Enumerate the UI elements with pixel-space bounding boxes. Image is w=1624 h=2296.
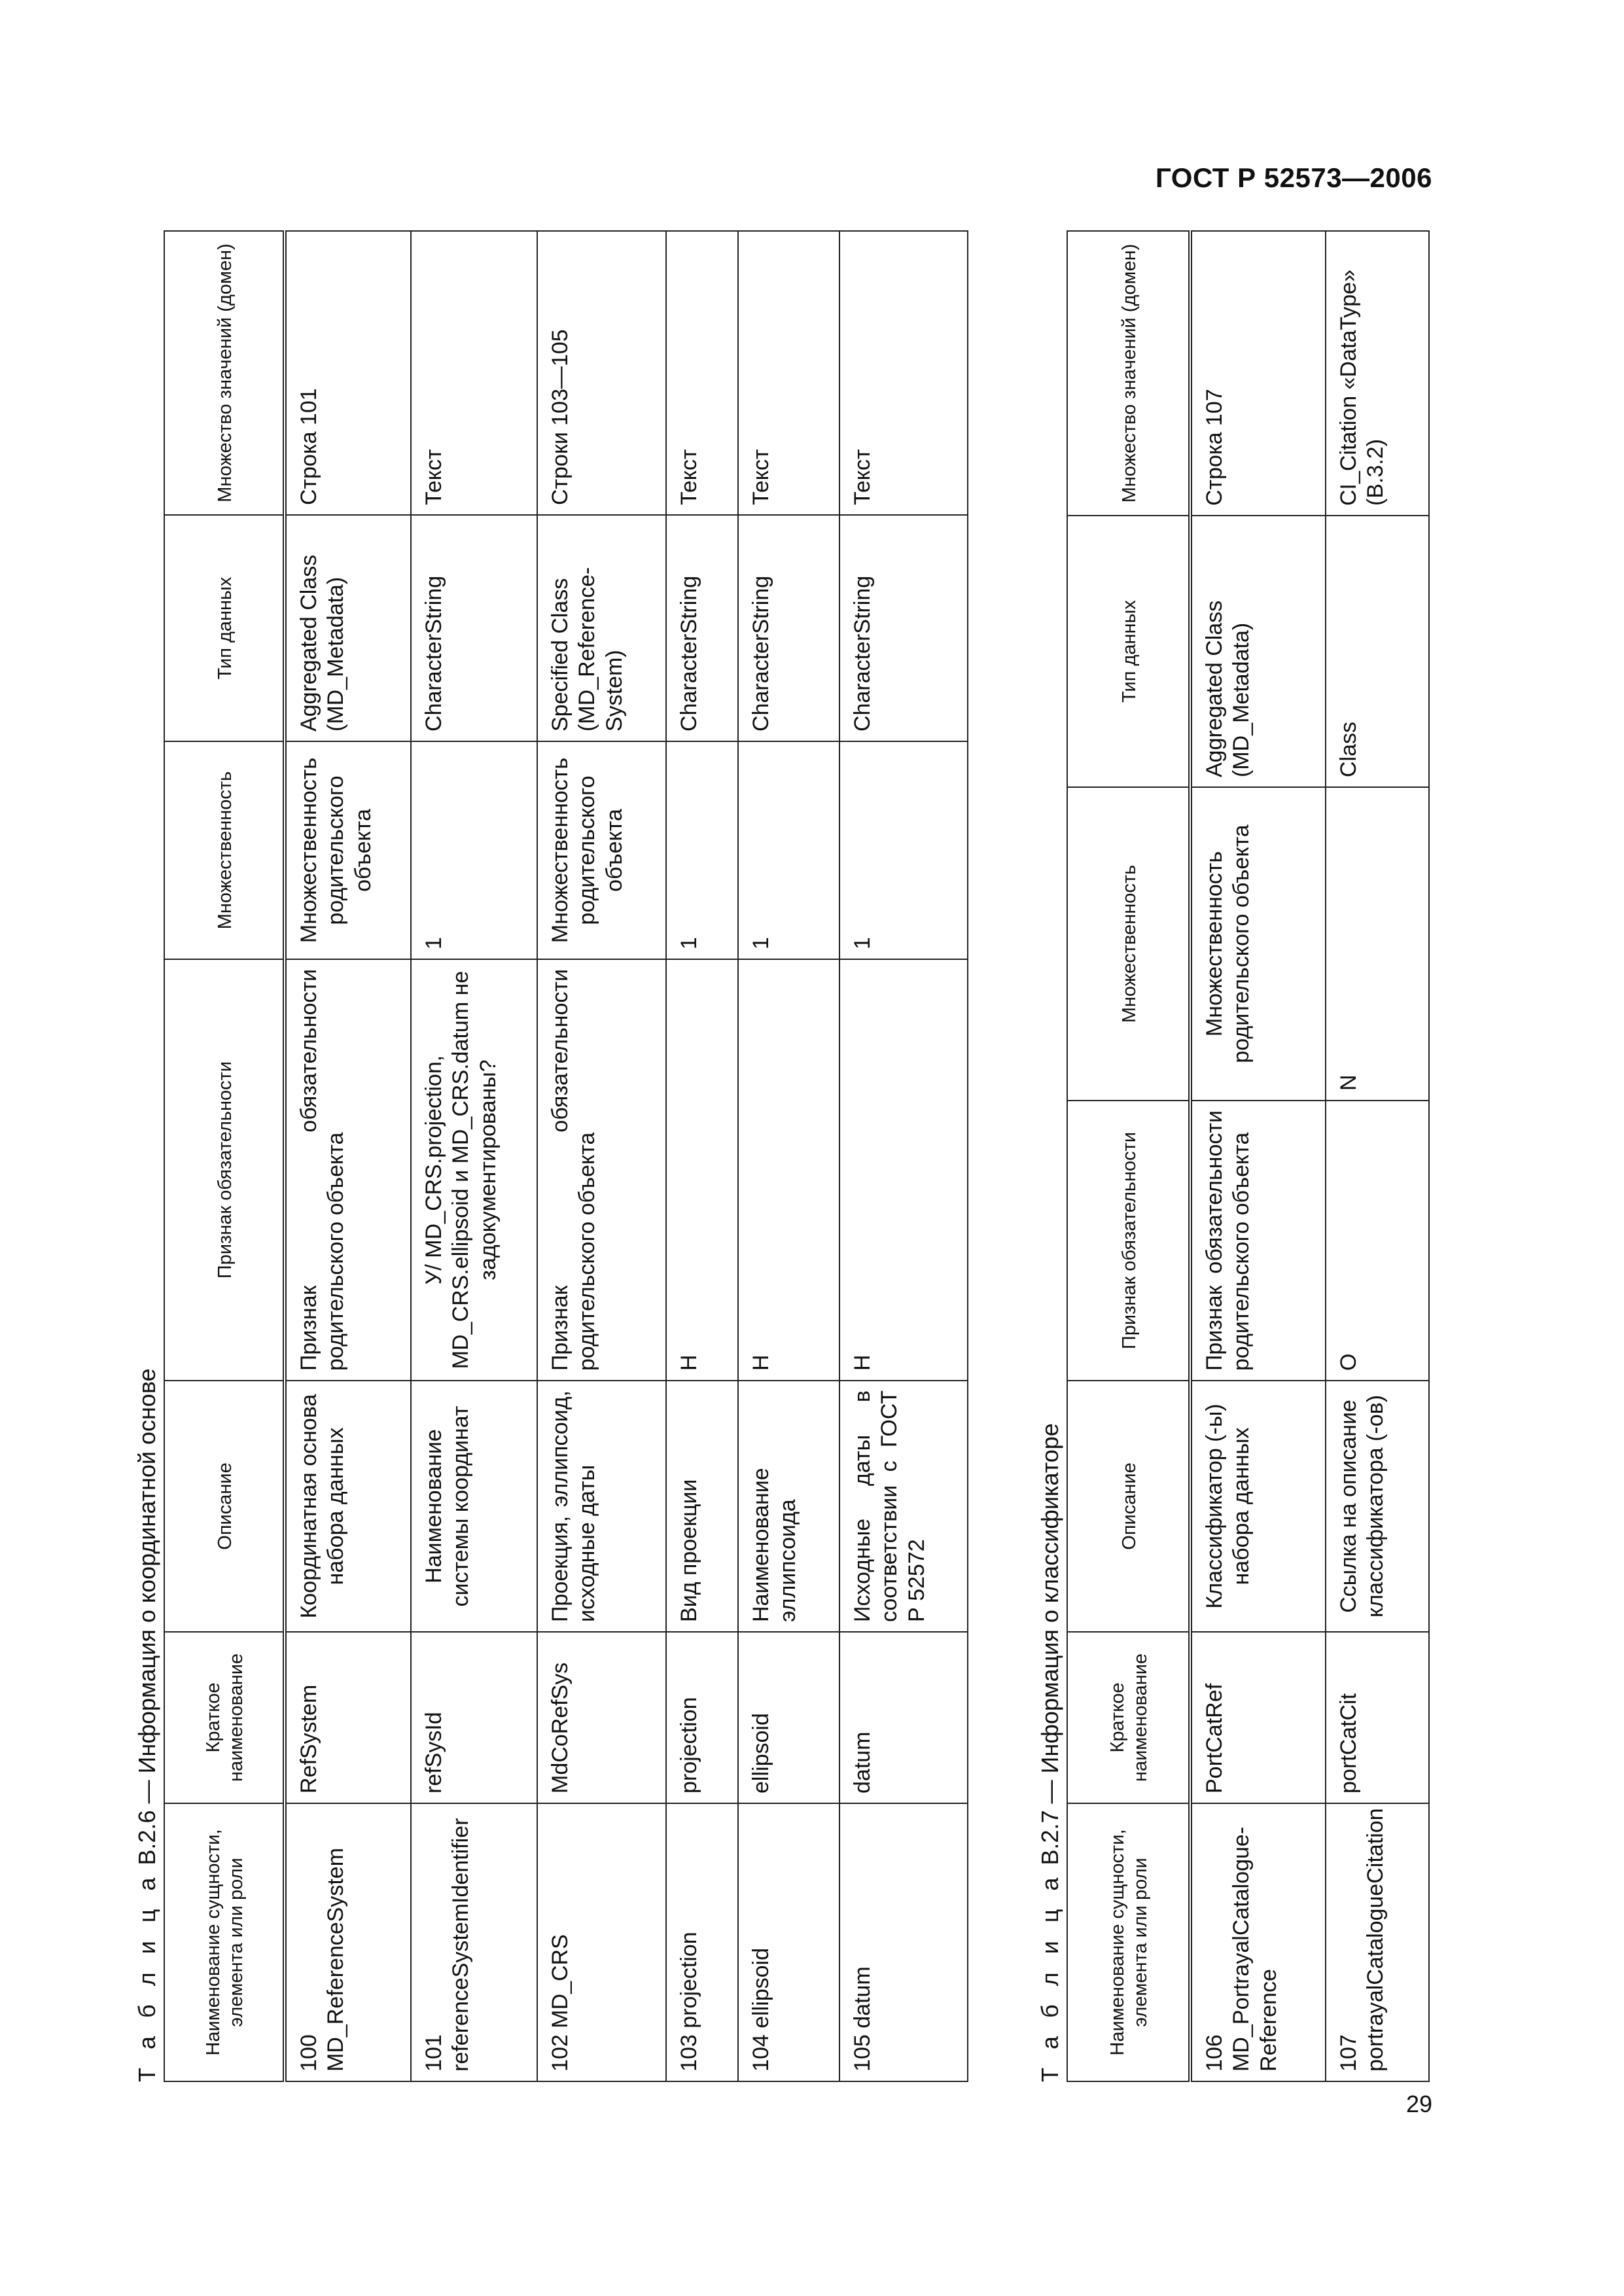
document-code: ГОСТ Р 52573—2006 — [1156, 162, 1432, 193]
table-b26-header-row — [164, 231, 285, 2081]
table-row: 100 MD_ReferenceSystem RefSystem Координатная основа набора данных Признак обязательности родительского объекта Множественность родительского объекта Aggregated Class (MD_Metadata) Строка 101 — [285, 231, 411, 2081]
table-b26 — [164, 230, 968, 2082]
table-row: 102 MD_CRS MdCoRefSys Проекция, эллипсоид, исходные даты Признак обязательности родительского объекта Множественность родительского объекта Specified Class (MD_Reference-System) Строки 103—105 — [537, 231, 666, 2081]
col-header-description: Описание — [164, 1381, 285, 1632]
table-b27-caption: Т а б л и ц а В.2.7 — Информация о классификаторе — [1036, 1423, 1063, 2082]
table-row: 104 ellipsoid ellipsoid Наименование эллипсоида Н 1 CharacterString Текст — [738, 231, 839, 2081]
table-b27-block — [1034, 232, 1430, 2082]
table-row: 103 projection projection Вид проекции Н 1 CharacterString Текст — [666, 231, 738, 2081]
col-header-short: Краткое наименование — [164, 1632, 285, 1803]
col-header-obligation: Признак обязательности — [1067, 1101, 1190, 1381]
page-number: 29 — [1405, 2091, 1432, 2117]
col-header-domain: Множество значений (домен) — [164, 231, 285, 515]
col-header-domain: Множество значений (домен) — [1067, 231, 1190, 516]
table-row: 107 portrayalCatalogueCitation portCatCit Ссылка на описание классификатора (-ов) О N Class CI_Citation «DataType» (B.3.2) — [1326, 231, 1429, 2081]
col-header-name: Наименование сущности, элемента или роли — [1067, 1803, 1190, 2081]
col-header-datatype: Тип данных — [1067, 516, 1190, 787]
col-header-obligation: Признак обязательности — [164, 959, 285, 1381]
col-header-short: Краткое наименование — [1067, 1632, 1190, 1803]
table-row: 106 MD_PortrayalCatalogue-Reference PortCatRef Классификатор (-ы) набора данных Признак обязательности родительского объекта Множественность родительского объекта Aggregated Class (MD_Metadata) Строка 107 — [1190, 231, 1326, 2081]
table-row: 105 datum datum Исходные даты в соответствии с ГОСТ Р 52572 Н 1 CharacterString Текст — [839, 231, 968, 2081]
col-header-datatype: Тип данных — [164, 515, 285, 741]
table-row: 101 referenceSystemIdentifier refSysId Наименование системы координат У/ MD_CRS.projection, MD_CRS.ellipsoid и MD_CRS.datum не задокументированы? 1 CharacterString Текст — [411, 231, 537, 2081]
table-b26-block — [131, 232, 968, 2082]
col-header-multiplicity: Множественность — [164, 741, 285, 959]
table-b27 — [1067, 230, 1430, 2082]
table-b26-caption: Т а б л и ц а В.2.6 — Информация о координатной основе — [133, 1368, 160, 2082]
col-header-name: Наименование сущности, элемента или роли — [164, 1803, 285, 2081]
col-header-description: Описание — [1067, 1381, 1190, 1632]
table-b27-header-row — [1067, 231, 1190, 2081]
col-header-multiplicity: Множественность — [1067, 787, 1190, 1101]
